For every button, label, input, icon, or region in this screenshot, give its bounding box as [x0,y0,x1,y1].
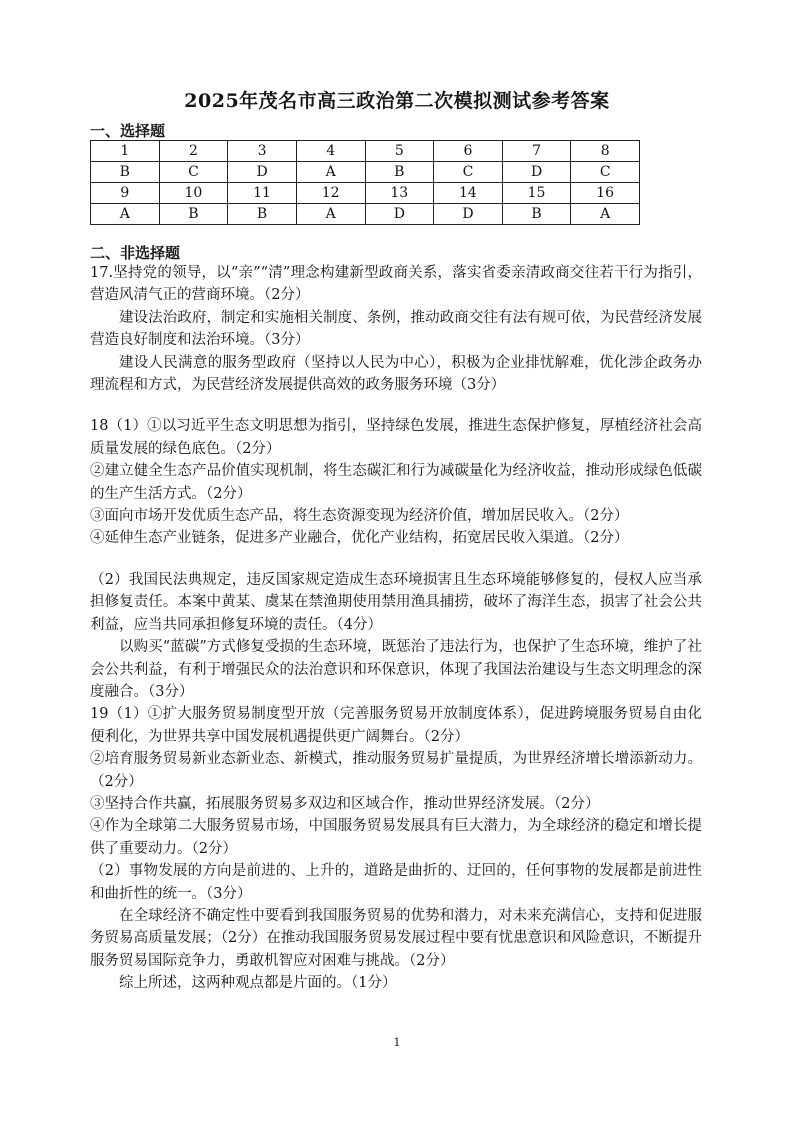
table-row [91,183,640,204]
q17-paragraph: 建设人民满意的服务型政府（坚持以人民为中心），积极为企业排忧解难，优化涉企政务办理流程和方式，为民营经济发展提供高效的政务服务环境（3分） [90,354,702,394]
q19-paragraph: （2）事物发展的方向是前进的、上升的，道路是曲折的、迂回的，任何事物的发展都是前进性和曲折性的统一。（3分） [90,863,702,902]
table-row [91,204,640,225]
section-heading-non-choice: 二、非选择题 [90,244,181,262]
table-cell: 4 [296,141,365,162]
table-cell: B [91,162,160,183]
q19-paragraph: ②培育服务贸易新业态新业态、新模式，推动服务贸易扩量提质，为世界经济增长增添新动力。（2分） [90,751,702,790]
q18-paragraph: ③面向市场开发优质生态产品，将生态资源变现为经济价值，增加居民收入。（2分） [90,508,629,525]
paragraph-gap [90,550,702,569]
q18-paragraph: 以购买“蓝碳”方式修复受损的生态环境，既惩治了违法行为，也保护了生态环境，维护了社会公共利益，有利于增强民众的法治意识和环保意识，体现了我国法治建设与生态文明理念的深度融合。（3分） [90,639,702,700]
table-cell: 12 [296,183,365,204]
q19-paragraph: ④作为全球第二大服务贸易市场，中国服务贸易发展具有巨大潜力，为全球经济的稳定和增长提供了重要动力。（2分） [90,818,702,857]
q19-paragraph: 在全球经济不确定性中要看到我国服务贸易的优势和潜力，对未来充满信心，支持和促进服务贸易高质量发展；（2分）在推动我国服务贸易发展过程中要有忧患意识和风险意识，不断提升服务贸易国际竞争力，勇敢机智应对困难与挑战。（2分） [90,907,702,969]
table-cell: A [571,204,640,225]
table-cell: 8 [571,141,640,162]
table-cell: 10 [159,183,228,204]
table-cell: B [159,204,228,225]
q19-paragraph: 综上所述，这两种观点都是片面的。（1分） [119,975,397,992]
page-title: 2025年茂名市高三政治第二次模拟测试参考答案 [184,90,610,112]
table-cell: A [296,162,365,183]
table-cell: D [228,162,297,183]
table-row [91,162,640,183]
table-cell: 1 [91,141,160,162]
section-heading-multiple-choice: 一、选择题 [90,122,166,140]
q18-paragraph: ④延伸生态产业链条，促进多产业融合，优化产业结构，拓宽居民收入渠道。（2分） [90,530,629,547]
q17-paragraph: 建设法治政府，制定和实施相关制度、条例，推动政商交往有法有规可依，为民营经济发展营造良好制度和法治环境。（3分） [90,309,702,349]
q17-paragraph: 17.坚持党的领导，以“亲”“清”理念构建新型政商关系，落实省委亲清政商交往若干行为指引，营造风清气正的营商环境。（2分） [90,265,702,304]
table-cell: C [434,162,503,183]
paragraph-gap [90,396,702,415]
table-cell: A [91,204,160,225]
table-cell: C [159,162,228,183]
q19-paragraph: 19（1）①扩大服务贸易制度型开放（完善服务贸易开放制度体系），促进跨境服务贸易自由化便利化，为世界共享中国发展机遇提供更广阔舞台。（2分） [90,706,702,745]
answer-body [90,262,702,995]
table-cell: 16 [571,183,640,204]
table-cell: B [365,162,434,183]
table-cell: A [296,204,365,225]
table-cell: D [434,204,503,225]
page-number: 1 [393,1036,401,1049]
q18-paragraph: （2）我国民法典规定，违反国家规定造成生态环境损害且生态环境能够修复的，侵权人应当承担修复责任。本案中黄某、虞某在禁渔期使用禁用渔具捕捞，破坏了海洋生态，损害了社会公共利益，应当共同承担修复环境的责任。（4分） [90,571,702,633]
table-cell: 3 [228,141,297,162]
table-cell: D [365,204,434,225]
table-cell: 9 [91,183,160,204]
q18-paragraph: ②建立健全生态产品价值实现机制，将生态碳汇和行为减碳量化为经济收益，推动形成绿色低碳的生产生活方式。（2分） [90,463,702,502]
table-cell: C [571,162,640,183]
table-cell: 7 [502,141,571,162]
table-cell: 5 [365,141,434,162]
table-cell: 15 [502,183,571,204]
table-cell: 11 [228,183,297,204]
table-cell: 2 [159,141,228,162]
q18-paragraph: 18（1）①以习近平生态文明思想为指引，坚持绿色发展，推进生态保护修复，厚植经济社会高质量发展的绿色底色。（2分） [90,418,702,457]
table-cell: B [228,204,297,225]
table-row [91,141,640,162]
table-cell: 6 [434,141,503,162]
table-cell: 14 [434,183,503,204]
q19-paragraph: ③坚持合作共赢，拓展服务贸易多双边和区域合作，推动世界经济发展。（2分） [90,795,600,812]
table-cell: B [502,204,571,225]
table-cell: D [502,162,571,183]
answer-table [90,140,640,225]
table-cell: 13 [365,183,434,204]
